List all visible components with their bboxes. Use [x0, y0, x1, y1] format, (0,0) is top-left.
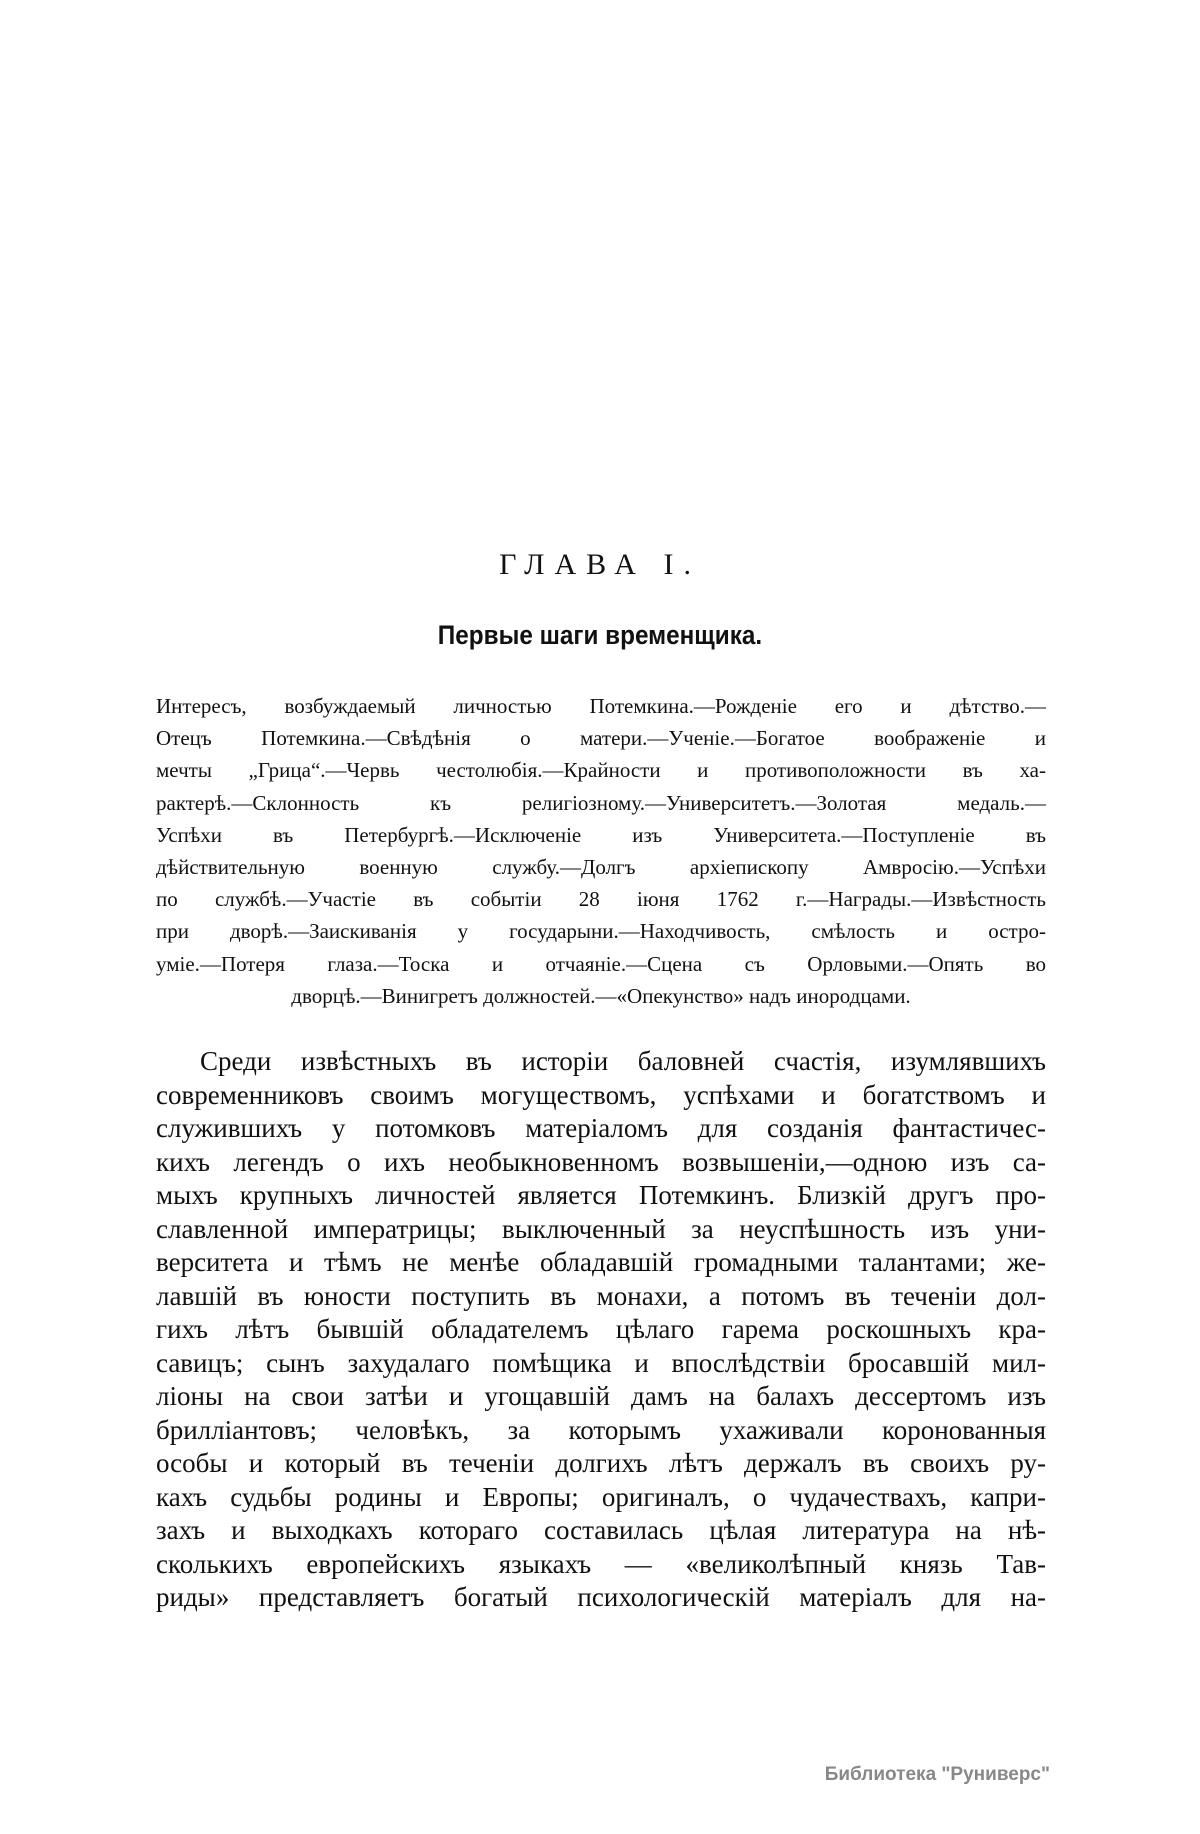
body-line: мыхъ крупныхъ личностей является Потемкинъ. Близкій другъ про-: [156, 1180, 1046, 1210]
summary-line: по службѣ.—Участіе въ событіи 28 іюня 1762 г.—Награды.—Извѣстность: [156, 887, 1046, 912]
body-line: служившихъ у потомковъ матеріаломъ для созданія фантастичес-: [156, 1113, 1046, 1143]
body-line: захъ и выходкахъ котораго составилась цѣлая литература на нѣ-: [156, 1515, 1046, 1545]
chapter-title: Первые шаги временщика.: [437, 620, 763, 650]
summary-line: Успѣхи въ Петербургѣ.—Исключеніе изъ Университета.—Поступленіе въ: [156, 822, 1046, 847]
body-text: [156, 1045, 1046, 1615]
summary-line: при дворѣ.—Заискиванія у государыни.—Находчивость, смѣлость и остро-: [156, 919, 1046, 944]
body-line: современниковъ своимъ могуществомъ, успѣхами и богатствомъ и: [156, 1079, 1046, 1110]
body-line: ліоны на свои затѣи и угощавшій дамъ на балахъ дессертомъ изъ: [156, 1381, 1046, 1411]
body-line: сколькихъ европейскихъ языкахъ — «великолѣпный князь Тав-: [156, 1548, 1046, 1579]
chapter-summary: [156, 690, 1046, 1012]
chapter-heading: ГЛАВА I.: [499, 548, 701, 581]
body-line: лавшій въ юности поступить въ монахи, а потомъ въ теченіи дол-: [156, 1280, 1046, 1311]
body-line: риды» представляетъ богатый психологическій матеріалъ для на-: [156, 1582, 1046, 1612]
library-watermark: Библиотека "Руниверс": [824, 1764, 1050, 1785]
summary-line: Отецъ Потемкина.—Свѣдѣнія о матери.—Ученіе.—Богатое воображеніе и: [156, 726, 1046, 751]
body-line: славленной императрицы; выключенный за неуспѣшность изъ уни-: [156, 1213, 1046, 1244]
summary-line: дворцѣ.—Винигретъ должностей.—«Опекунство» надъ инородцами.: [291, 983, 911, 1008]
body-line: кихъ легендъ о ихъ необыкновенномъ возвышеніи,—одною изъ са-: [156, 1146, 1046, 1177]
summary-line: уміе.—Потеря глаза.—Тоска и отчаяніе.—Сцена съ Орловыми.—Опять во: [156, 951, 1046, 976]
summary-line: мечты „Грица“.—Червь честолюбія.—Крайности и противоположности въ ха-: [156, 758, 1046, 783]
summary-line: Интересъ, возбуждаемый личностью Потемкина.—Рожденіе его и дѣтство.—: [156, 694, 1046, 718]
body-line: Среди извѣстныхъ въ исторіи баловней счастія, изумлявшихъ: [200, 1046, 1046, 1076]
body-line: гихъ лѣтъ бывшій обладателемъ цѣлаго гарема роскошныхъ кра-: [156, 1314, 1046, 1344]
body-line: савицъ; сынъ захудалаго помѣщика и впослѣдствіи бросавшій мил-: [156, 1347, 1046, 1378]
summary-line: дѣйствительную военную службу.—Долгъ архіепископу Амвросію.—Успѣхи: [156, 854, 1046, 879]
summary-line: рактерѣ.—Склонность къ религіозному.—Университетъ.—Золотая медаль.—: [156, 790, 1046, 815]
body-line: особы и который въ теченіи долгихъ лѣтъ держалъ въ своихъ ру-: [156, 1448, 1046, 1478]
body-line: кахъ судьбы родины и Европы; оригиналъ, о чудачествахъ, капри-: [156, 1481, 1046, 1512]
body-line: верситета и тѣмъ не менѣе обладавшій громадными талантами; же-: [156, 1247, 1046, 1277]
body-line: бриллiантовъ; человѣкъ, за которымъ ухаживали коронованныя: [156, 1414, 1046, 1445]
